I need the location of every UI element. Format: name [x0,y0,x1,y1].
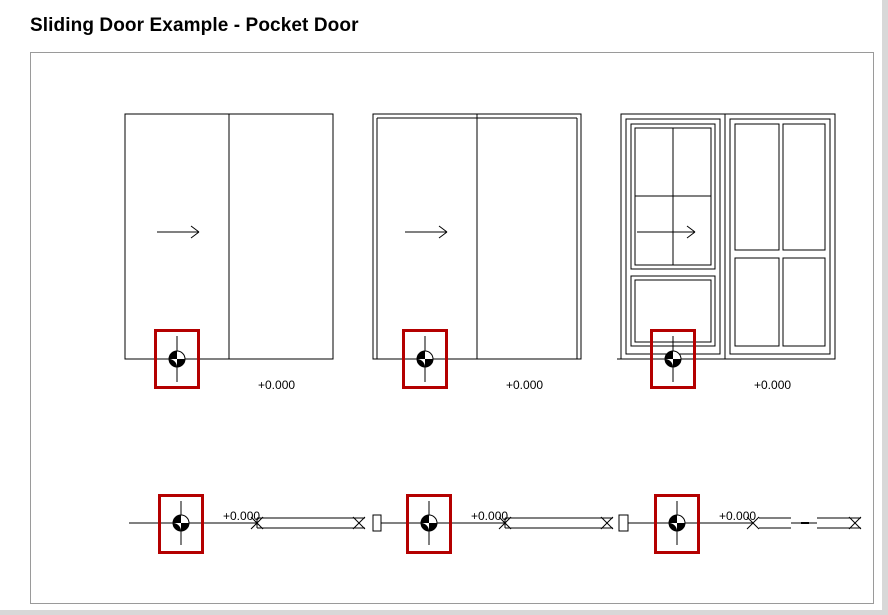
level-marker-highlight [402,329,448,389]
plan-level-label: +0.000 [471,509,509,523]
plan-node-icon [849,517,861,529]
page-edge-bottom [0,610,888,615]
plan-jamb [619,515,628,531]
plan-level-label: +0.000 [719,509,757,523]
level-marker-highlight [654,494,700,554]
pocket-door-glazed-plan [591,473,871,563]
left-leaf [125,114,229,359]
level-marker-highlight [154,329,200,389]
slide-arrow-icon [405,226,447,238]
elevation-level-label: +0.000 [754,378,792,392]
pocket-door-plain-elevation [95,108,365,413]
level-marker-highlight [406,494,452,554]
slide-arrow-icon [157,226,199,238]
plan-jamb [373,515,381,531]
right-leaf-glazed [725,114,835,359]
pocket-door-plain-plan [95,473,365,563]
slide-arrow-icon [637,226,695,238]
elevation-level-label: +0.000 [258,378,296,392]
pocket-door-panelled-elevation [343,108,613,413]
plan-level-label: +0.000 [223,509,261,523]
right-leaf [477,114,581,359]
elevation-level-label: +0.000 [506,378,544,392]
pocket-door-panelled-plan [343,473,613,563]
level-marker-highlight [158,494,204,554]
page-edge-right [882,0,888,615]
right-leaf [229,114,333,359]
drawing-frame [30,52,874,604]
left-leaf [373,114,477,359]
pocket-door-glazed-elevation [591,108,871,413]
level-marker-highlight [650,329,696,389]
page-title: Sliding Door Example - Pocket Door [30,15,359,36]
